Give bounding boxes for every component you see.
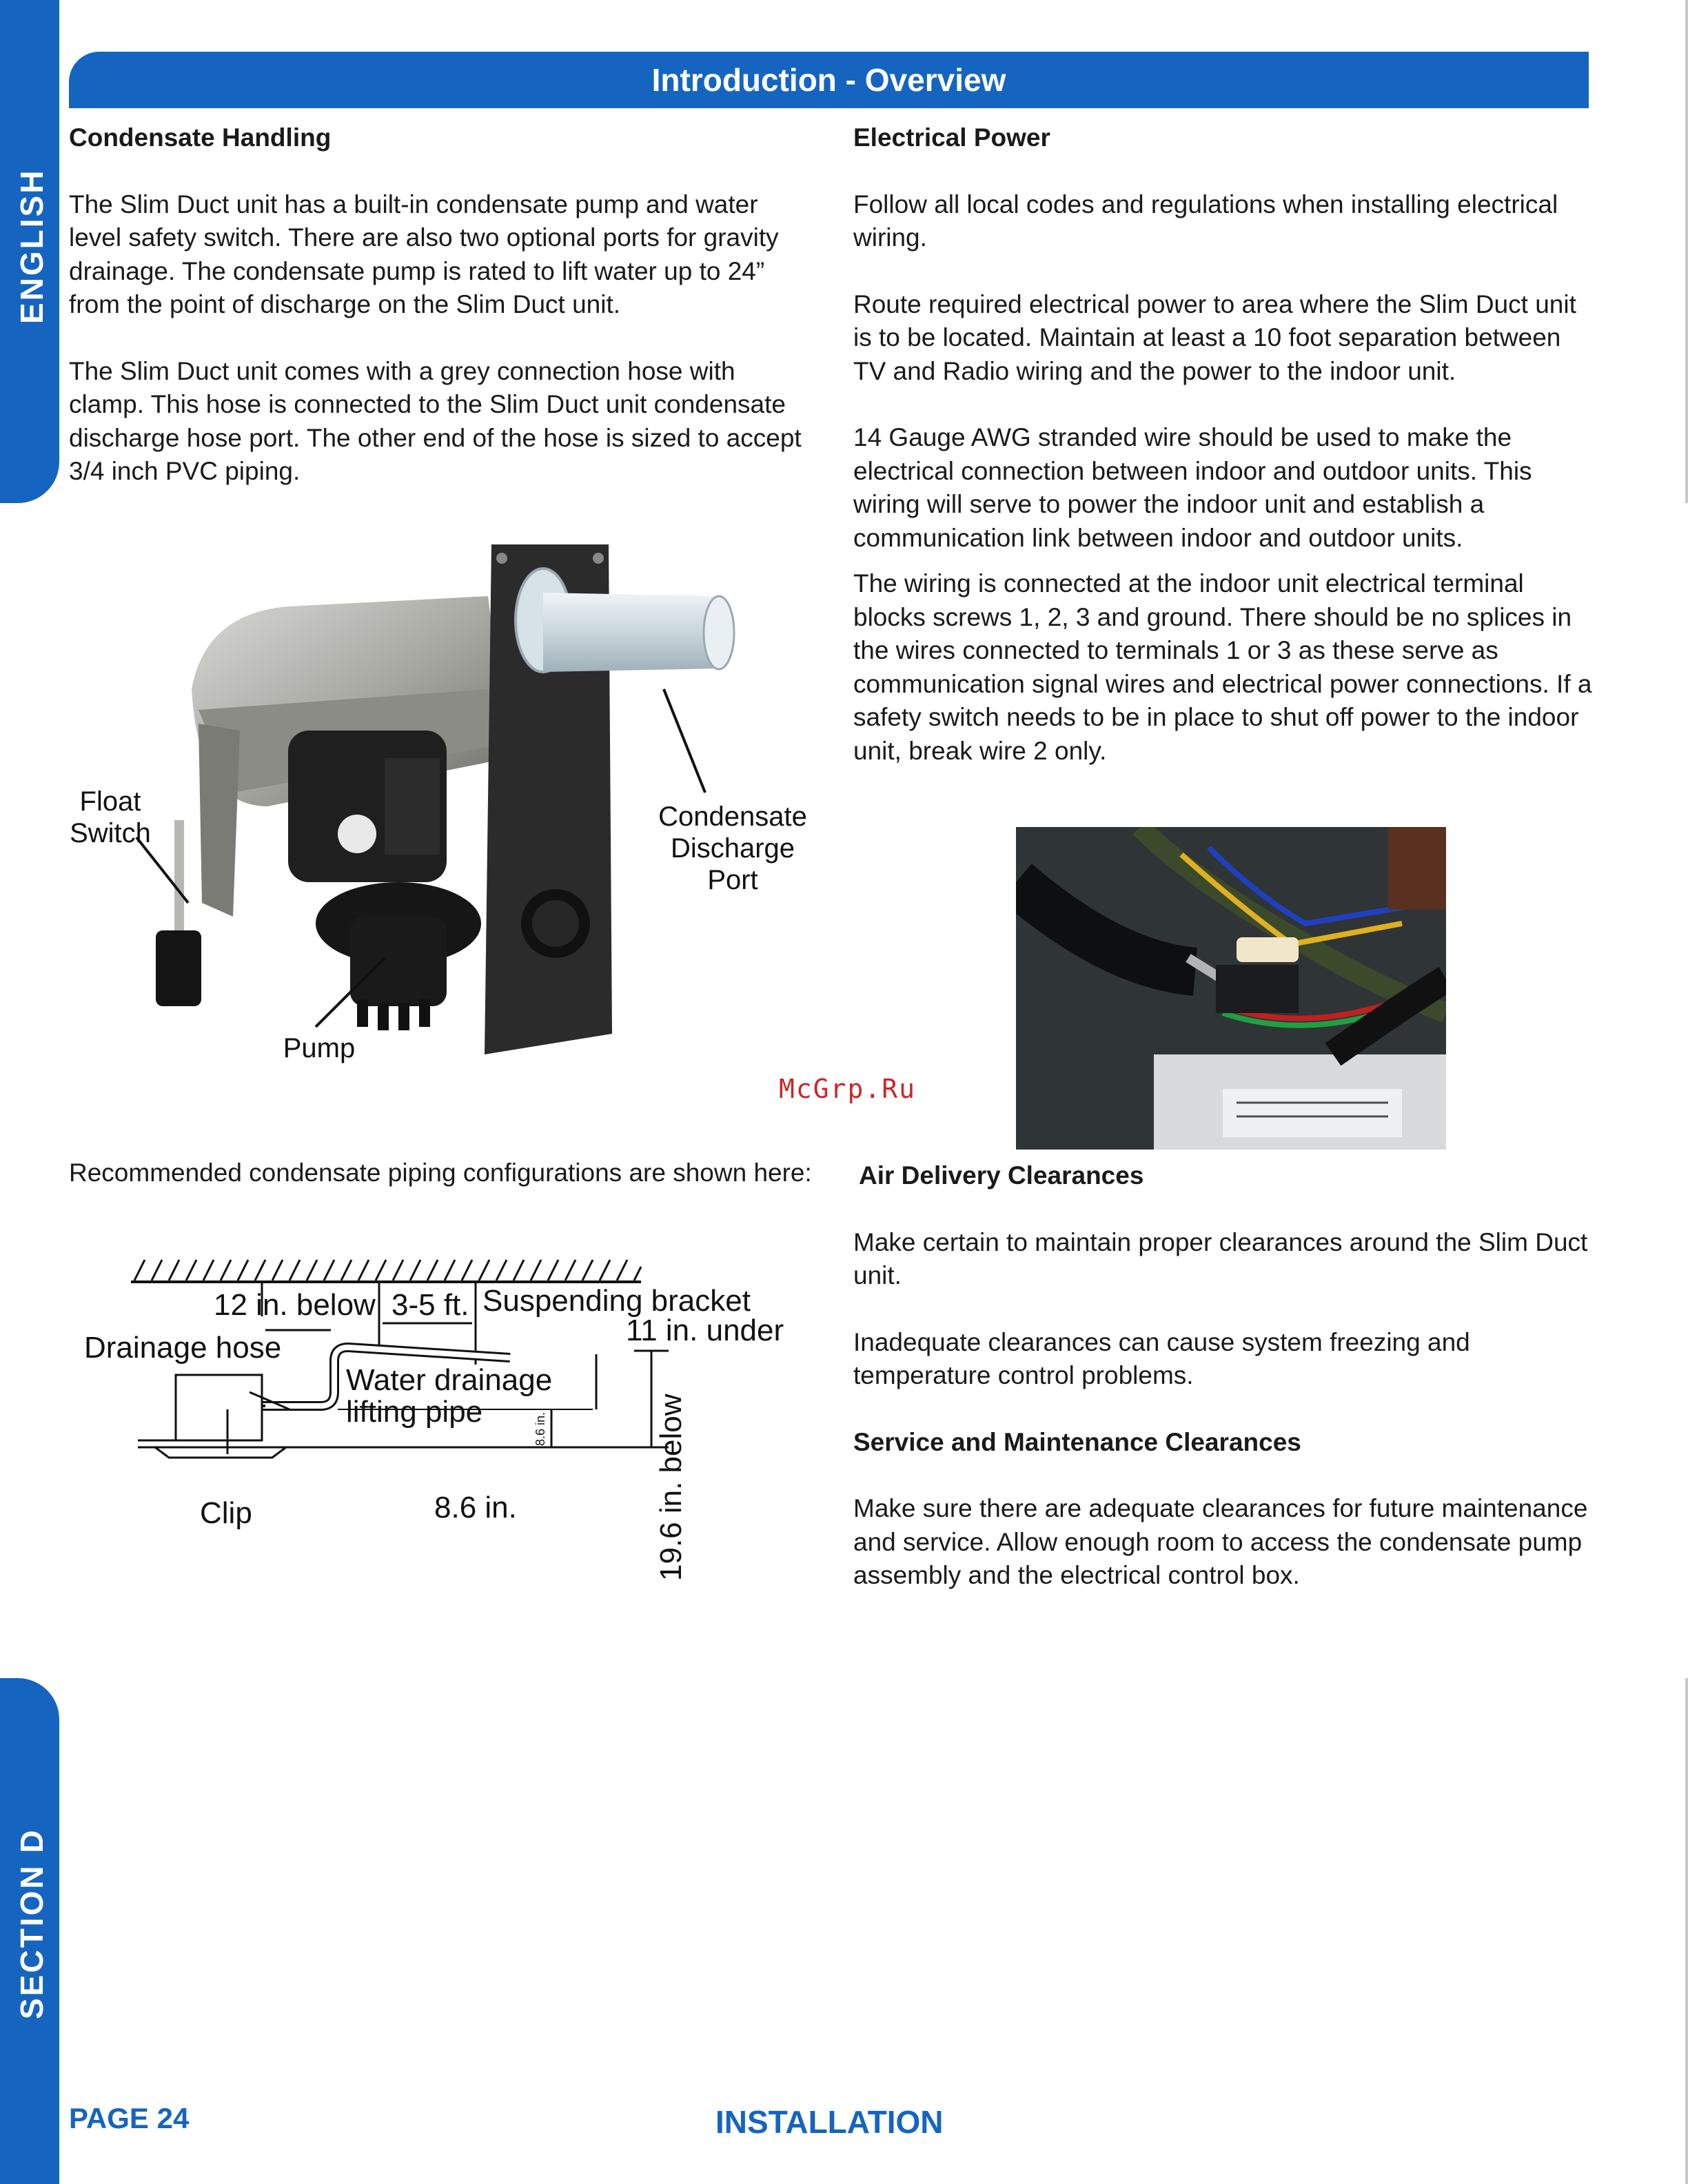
- right-column-bottom: [853, 1159, 1598, 1593]
- dim-11-under: 11 in. under: [626, 1314, 784, 1347]
- piping-diagram: [69, 1241, 827, 1592]
- dim-8-6-small: 8.6 in.: [533, 1411, 547, 1446]
- electrical-paragraph-4: The wiring is connected at the indoor unit electrical terminal blocks screws 1, 2, 3 and ground. There should be no splices in the wires connected to terminals 1 or 3 as these serve as communication signal wires and electrical power connections. If a safety switch needs to be in place to shut off power to the indoor unit, break wire 2 only.: [853, 569, 1592, 765]
- clip-label: Clip: [200, 1496, 252, 1530]
- side-label-section: SECTION D: [14, 1828, 50, 2019]
- wiring-photo: [1016, 827, 1446, 1150]
- wiring-photo-art: [1016, 827, 1446, 1150]
- electrical-paragraph-3: 14 Gauge AWG stranded wire should be used to make the electrical connection between indoor and outdoor units. This wiring will serve to power the indoor unit and establish a communication link between indoor and outdoor units.: [853, 423, 1532, 552]
- lifting-pipe-line-2: lifting pipe: [346, 1395, 483, 1429]
- dim-12-below: 12 in. below: [214, 1288, 376, 1322]
- piping-diagram-svg: [69, 1241, 827, 1592]
- electrical-paragraph-1: Follow all local codes and regulations when installing electrical wiring.: [853, 190, 1558, 252]
- pump-label: [267, 1032, 371, 1064]
- electrical-paragraph-2: Route required electrical power to area where the Slim Duct unit is to be located. Maintain at least a 10 foot separation between TV and Radio wiring and the power to the indoor unit.: [853, 289, 1576, 385]
- electrical-heading: Electrical Power: [853, 123, 1050, 152]
- condensate-paragraph-2: The Slim Duct unit comes with a grey connection hose with clamp. This hose is connected to the Slim Duct unit condensate discharge hose port. The other end of the hose is sized to accept 3/4 inch PVC piping.: [69, 356, 802, 485]
- bracket-label: Suspending bracket: [482, 1284, 751, 1318]
- left-column-top: [69, 121, 813, 489]
- condensate-heading: Condensate Handling: [69, 123, 332, 152]
- page-number: PAGE 24: [69, 2102, 190, 2134]
- piping-paragraph: Recommended condensate piping configurations are shown here:: [69, 1159, 812, 1187]
- footer-section-title: INSTALLATION: [715, 2104, 944, 2140]
- discharge-port-label: [647, 801, 819, 896]
- service-heading: Service and Maintenance Clearances: [853, 1427, 1301, 1456]
- discharge-port-text: Condensate Discharge Port: [658, 802, 807, 895]
- float-switch-label: [62, 786, 159, 849]
- condensate-paragraph-1: The Slim Duct unit has a built-in condensate pump and water level safety switch. There are also two optional ports for gravity drainage. The condensate pump is rated to lift water up to 24” from the point of discharge on the Slim Duct unit.: [69, 190, 779, 318]
- page-title: Introduction - Overview: [651, 62, 1006, 98]
- dim-8-6: 8.6 in.: [434, 1491, 517, 1524]
- side-label-english: ENGLISH: [14, 168, 50, 324]
- right-column-top: [853, 121, 1598, 768]
- watermark: McGrp.Ru: [779, 1074, 917, 1104]
- drain-hose-label: Drainage hose: [84, 1331, 282, 1365]
- pump-text: Pump: [283, 1033, 356, 1063]
- air-delivery-heading: Air Delivery Clearances: [859, 1161, 1144, 1190]
- lifting-pipe-line-1: Water drainage: [346, 1363, 553, 1397]
- right-edge-rule-top: [1685, 0, 1688, 503]
- air-delivery-paragraph-1: Make certain to maintain proper clearances around the Slim Duct unit.: [853, 1227, 1588, 1289]
- float-switch-text: Float Switch: [70, 786, 151, 848]
- right-edge-rule-bottom: [1685, 1678, 1688, 2184]
- pump-figure: [61, 531, 819, 1082]
- section-header: [69, 52, 1589, 108]
- service-paragraph: Make sure there are adequate clearances for future maintenance and service. Allow enough room to access the condensate pump assembly and the electrical control box.: [853, 1494, 1588, 1589]
- dim-3-5-ft: 3-5 ft.: [392, 1288, 469, 1322]
- dim-19-6-below: 19.6 in. below: [654, 1394, 688, 1581]
- left-column-bottom: [69, 1156, 813, 1190]
- air-delivery-paragraph-2: Inadequate clearances can cause system freezing and temperature control problems.: [853, 1327, 1470, 1389]
